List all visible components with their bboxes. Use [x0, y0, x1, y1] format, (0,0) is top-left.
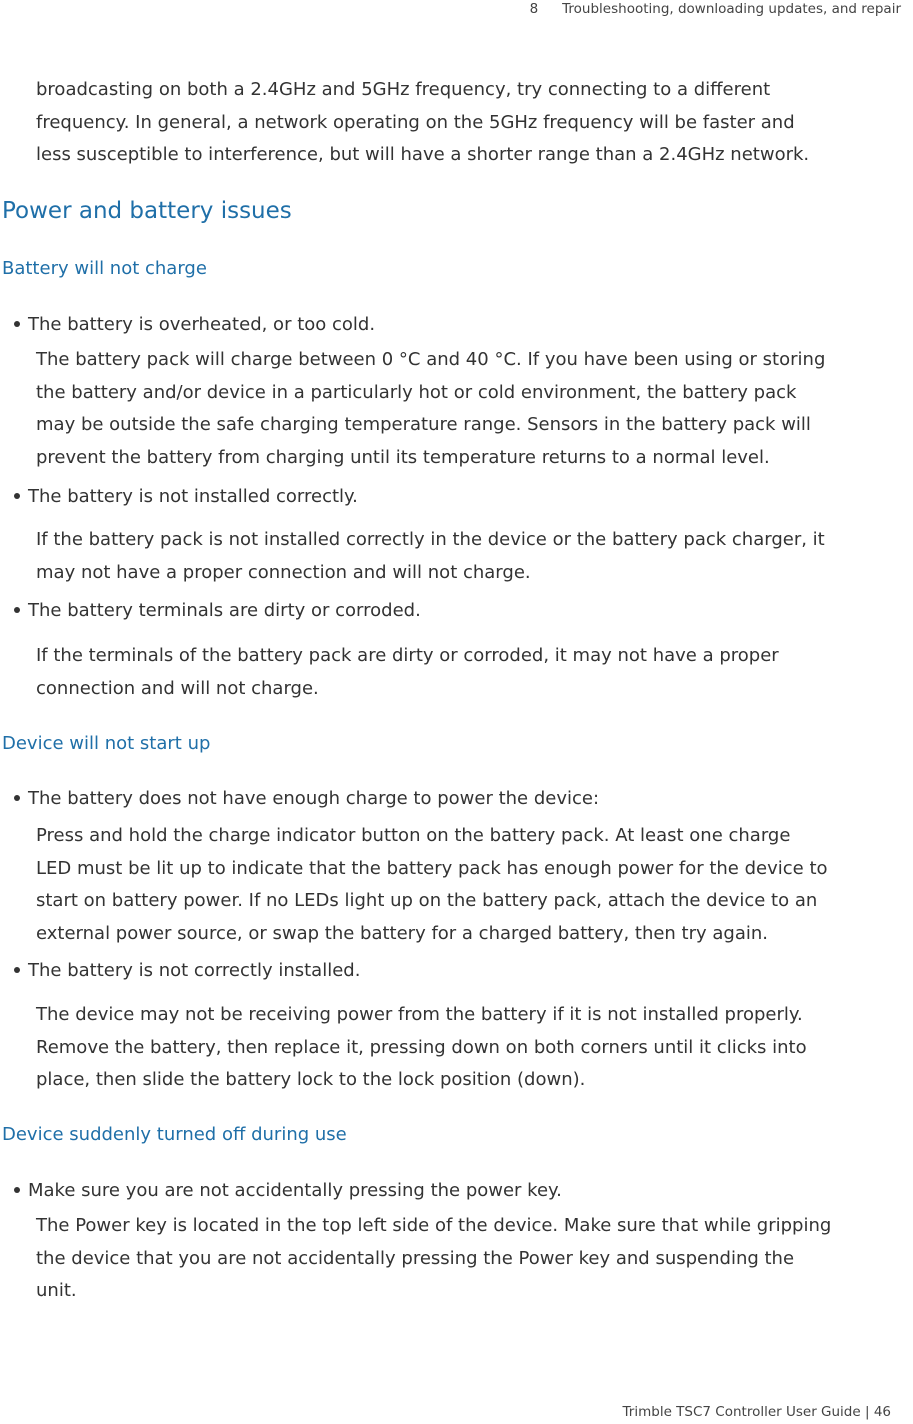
intro-paragraph [36, 74, 809, 172]
bullet-description [36, 820, 828, 950]
header-section-title: Troubleshooting, downloading updates, and repair [562, 1, 901, 17]
bullet-description [36, 1210, 831, 1308]
bullet-icon [14, 607, 20, 613]
text-line: Press and hold the charge indicator button on the battery pack. At least one charge [36, 825, 791, 846]
text-line: If the terminals of the battery pack are dirty or corroded, it may not have a proper [36, 645, 779, 666]
bullet-text: The battery terminals are dirty or corroded. [28, 600, 421, 621]
page-number: 8 [529, 1, 539, 17]
text-line: unit. [36, 1280, 77, 1301]
bullet-text: The battery does not have enough charge to power the device: [28, 788, 600, 809]
text-line: connection and will not charge. [36, 677, 319, 699]
bullet-text: The battery is overheated, or too cold. [28, 314, 376, 335]
subsection-heading-battery-not-charge: Battery will not charge [2, 258, 207, 279]
text-line: broadcasting on both a 2.4GHz and 5GHz frequency, try connecting to a different [36, 79, 771, 100]
bullet-description [36, 524, 825, 589]
text-line: LED must be lit up to indicate that the battery pack has enough power for the device to [36, 857, 828, 879]
text-line: place, then slide the battery lock to the lock position (down). [36, 1069, 586, 1090]
bullet-icon [14, 795, 20, 801]
text-line: The battery pack will charge between 0 °C and 40 °C. If you have been using or storing [36, 349, 826, 370]
text-line: If the battery pack is not installed correctly in the device or the battery pack charger, it [36, 529, 825, 550]
bullet-text: Make sure you are not accidentally pressing the power key. [28, 1180, 562, 1201]
bullet-item [14, 312, 375, 338]
bullet-item [14, 598, 421, 624]
bullet-icon [14, 967, 20, 973]
bullet-item [14, 958, 360, 984]
bullet-item [14, 786, 599, 812]
text-line: The Power key is located in the top left side of the device. Make sure that while gripping [36, 1215, 832, 1236]
bullet-description [36, 999, 807, 1097]
text-line: may be outside the safe charging temperature range. Sensors in the battery pack will [36, 414, 811, 435]
bullet-text: The battery is not correctly installed. [28, 960, 361, 981]
text-line: external power source, or swap the battery for a charged battery, then try again. [36, 922, 769, 944]
text-line: the battery and/or device in a particularly hot or cold environment, the battery pack [36, 381, 797, 403]
bullet-text: The battery is not installed correctly. [28, 486, 358, 507]
bullet-icon [14, 493, 20, 499]
subsection-heading-device-turned-off: Device suddenly turned off during use [2, 1124, 347, 1145]
bullet-item [14, 1178, 562, 1204]
text-line: may not have a proper connection and will not charge. [36, 561, 531, 583]
text-line: less susceptible to interference, but will have a shorter range than a 2.4GHz network. [36, 144, 810, 165]
subsection-heading-device-not-start: Device will not start up [2, 733, 211, 754]
bullet-description [36, 640, 779, 705]
section-heading: Power and battery issues [2, 198, 292, 224]
bullet-item [14, 484, 358, 510]
running-header [530, 0, 901, 20]
bullet-description [36, 344, 825, 474]
text-line: prevent the battery from charging until its temperature returns to a normal level. [36, 446, 770, 468]
text-line: the device that you are not accidentally pressing the Power key and suspending the [36, 1247, 795, 1269]
bullet-icon [14, 1187, 20, 1193]
bullet-icon [14, 321, 20, 327]
text-line: Remove the battery, then replace it, pressing down on both corners until it clicks into [36, 1036, 807, 1058]
page-footer: Trimble TSC7 Controller User Guide | 46 [622, 1404, 891, 1420]
text-line: The device may not be receiving power from the battery if it is not installed properly. [36, 1004, 803, 1025]
text-line: start on battery power. If no LEDs light up on the battery pack, attach the device to an [36, 890, 818, 911]
text-line: frequency. In general, a network operating on the 5GHz frequency will be faster and [36, 111, 795, 133]
